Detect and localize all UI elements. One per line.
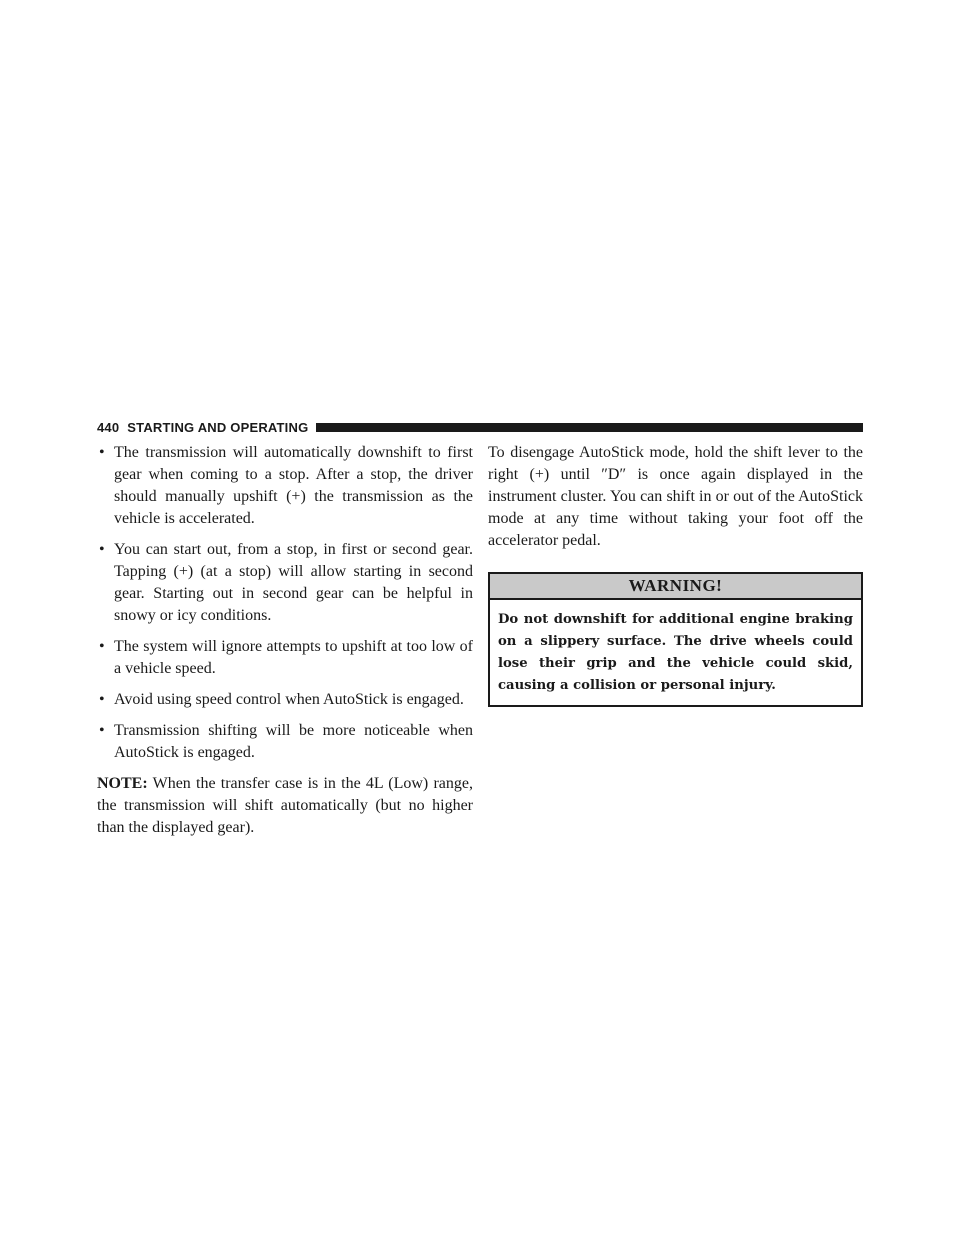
bullet-text: The transmission will automatically downshift to first gear when coming to a stop. After a stop, the driver should manually upshift (+) the transmission as the vehicle is accelerated. [114, 444, 473, 527]
warning-body: Do not downshift for additional engine braking on a slippery surface. The drive wheels could lose their grip and the vehicle could skid, causing a collision or personal injury. [498, 612, 853, 693]
bullet-text: You can start out, from a stop, in first or second gear. Tapping (+) (at a stop) will allow starting in second gear. Starting out in second gear can be helpful in snowy or icy conditions. [114, 541, 473, 624]
list-item [97, 689, 473, 711]
bullet-text: Transmission shifting will be more noticeable when AutoStick is engaged. [114, 722, 473, 761]
right-column [488, 442, 863, 707]
list-item [97, 539, 473, 627]
note-label: NOTE: [97, 775, 148, 792]
page-number: 440 [97, 419, 120, 435]
warning-box [488, 572, 863, 707]
list-item [97, 636, 473, 680]
bullet-icon: • [99, 541, 105, 558]
bullet-text: The system will ignore attempts to upshift at too low of a vehicle speed. [114, 638, 473, 677]
note-text: When the transfer case is in the 4L (Low) range, the transmission will shift automatically (but no higher than the displayed gear). [97, 775, 473, 836]
page-header [97, 416, 863, 438]
header-rule [316, 423, 863, 432]
warning-title: WARNING! [490, 574, 861, 600]
left-column [97, 442, 473, 839]
disengage-paragraph: To disengage AutoStick mode, hold the shift lever to the right (+) until ″D″ is once again displayed in the instrument cluster. You can shift in or out of the AutoStick mode at any time without taking your foot off the accelerator pedal. [488, 444, 863, 549]
section-title: STARTING AND OPERATING [127, 419, 309, 435]
bullet-icon: • [99, 691, 105, 708]
bullet-icon: • [99, 722, 105, 739]
list-item [97, 720, 473, 764]
list-item [97, 442, 473, 530]
note-paragraph [97, 773, 473, 839]
bullet-text: Avoid using speed control when AutoStick is engaged. [114, 691, 464, 708]
bullet-icon: • [99, 638, 105, 655]
bullet-icon: • [99, 444, 105, 461]
autostick-bullet-list [97, 442, 473, 764]
